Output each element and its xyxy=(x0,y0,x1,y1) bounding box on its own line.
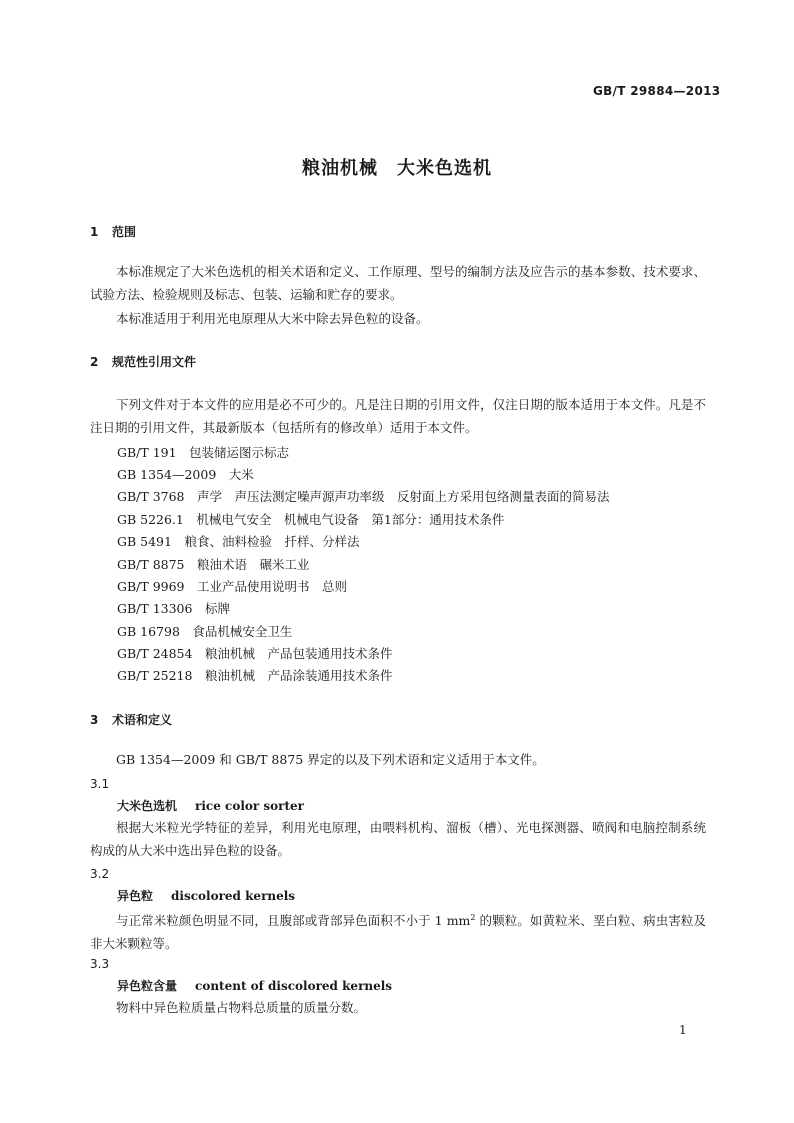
reference-item: GB/T 191 包装储运图示标志 xyxy=(117,445,290,460)
section-number: 1 xyxy=(90,225,99,239)
term-en: discolored kernels xyxy=(171,889,296,903)
reference-item: GB 1354—2009 大米 xyxy=(117,467,254,482)
term-number: 3.2 xyxy=(90,867,110,881)
reference-item: GB 16798 食品机械安全卫生 xyxy=(117,624,293,639)
scope-applicability-paragraph: 本标准适用于利用光电原理从大米中除去异色粒的设备。 xyxy=(116,311,429,326)
document-title: 粮油机械 大米色选机 xyxy=(302,158,492,179)
references-intro: 下列文件对于本文件的应用是必不可少的。凡是注日期的引用文件，仅注日期的版本适用于本文件。凡是不注日期的引用文件，其最新版本（包括所有的修改单）适用于本文件。 xyxy=(90,397,706,435)
standard-code: GB/T 29884—2013 xyxy=(593,84,721,98)
superscript: 2 xyxy=(470,913,476,922)
definition-text: 与正常米粒颜色明显不同，且腹部或背部异色面积不小于 1 mm xyxy=(116,913,471,929)
section-3-heading xyxy=(90,711,172,728)
reference-item: GB/T 25218 粮油机械 产品涂装通用技术条件 xyxy=(117,668,393,683)
term-en: rice color sorter xyxy=(195,799,304,813)
section-title: 规范性引用文件 xyxy=(112,355,197,369)
section-1-heading xyxy=(90,223,136,240)
definition-text: 的颗粒。如黄粒米、垩白粒、病虫害粒及非大米颗粒等。 xyxy=(90,913,706,951)
term-number: 3.1 xyxy=(90,777,110,791)
reference-item: GB/T 24854 粮油机械 产品包装通用技术条件 xyxy=(117,646,393,661)
term-heading xyxy=(117,977,392,994)
section-title: 范围 xyxy=(112,225,137,239)
page-number: 1 xyxy=(679,1023,687,1037)
terms-intro: GB 1354—2009 和 GB/T 8875 界定的以及下列术语和定义适用于本文件。 xyxy=(116,752,545,767)
term-heading xyxy=(117,797,304,814)
term-number: 3.3 xyxy=(90,957,110,971)
section-number: 2 xyxy=(90,355,99,369)
reference-item: GB 5491 粮食、油料检验 扦样、分样法 xyxy=(117,534,360,549)
section-2-heading xyxy=(90,353,196,370)
term-zh: 大米色选机 xyxy=(117,799,178,813)
section-title: 术语和定义 xyxy=(112,713,173,727)
reference-item: GB/T 3768 声学 声压法测定噪声源声功率级 反射面上方采用包络测量表面的简易法 xyxy=(117,489,610,504)
term-zh: 异色粒含量 xyxy=(117,979,178,993)
term-definition: 根据大米粒光学特征的差异，利用光电原理，由喂料机构、溜板（槽）、光电探测器、喷阀和电脑控制系统构成的从大米中选出异色粒的设备。 xyxy=(90,820,706,858)
reference-item: GB/T 13306 标牌 xyxy=(117,601,230,616)
term-definition: 物料中异色粒质量占物料总质量的质量分数。 xyxy=(116,1000,367,1015)
reference-item: GB 5226.1 机械电气安全 机械电气设备 第1部分：通用技术条件 xyxy=(117,512,505,527)
term-heading xyxy=(117,887,295,904)
scope-paragraph: 本标准规定了大米色选机的相关术语和定义、工作原理、型号的编制方法及应告示的基本参数、技术要求、试验方法、检验规则及标志、包装、运输和贮存的要求。 xyxy=(90,264,706,302)
term-zh: 异色粒 xyxy=(117,889,154,903)
section-number: 3 xyxy=(90,713,99,727)
term-en: content of discolored kernels xyxy=(195,979,393,993)
reference-item: GB/T 8875 粮油术语 碾米工业 xyxy=(117,557,310,572)
term-definition xyxy=(90,907,706,955)
reference-item: GB/T 9969 工业产品使用说明书 总则 xyxy=(117,579,348,594)
